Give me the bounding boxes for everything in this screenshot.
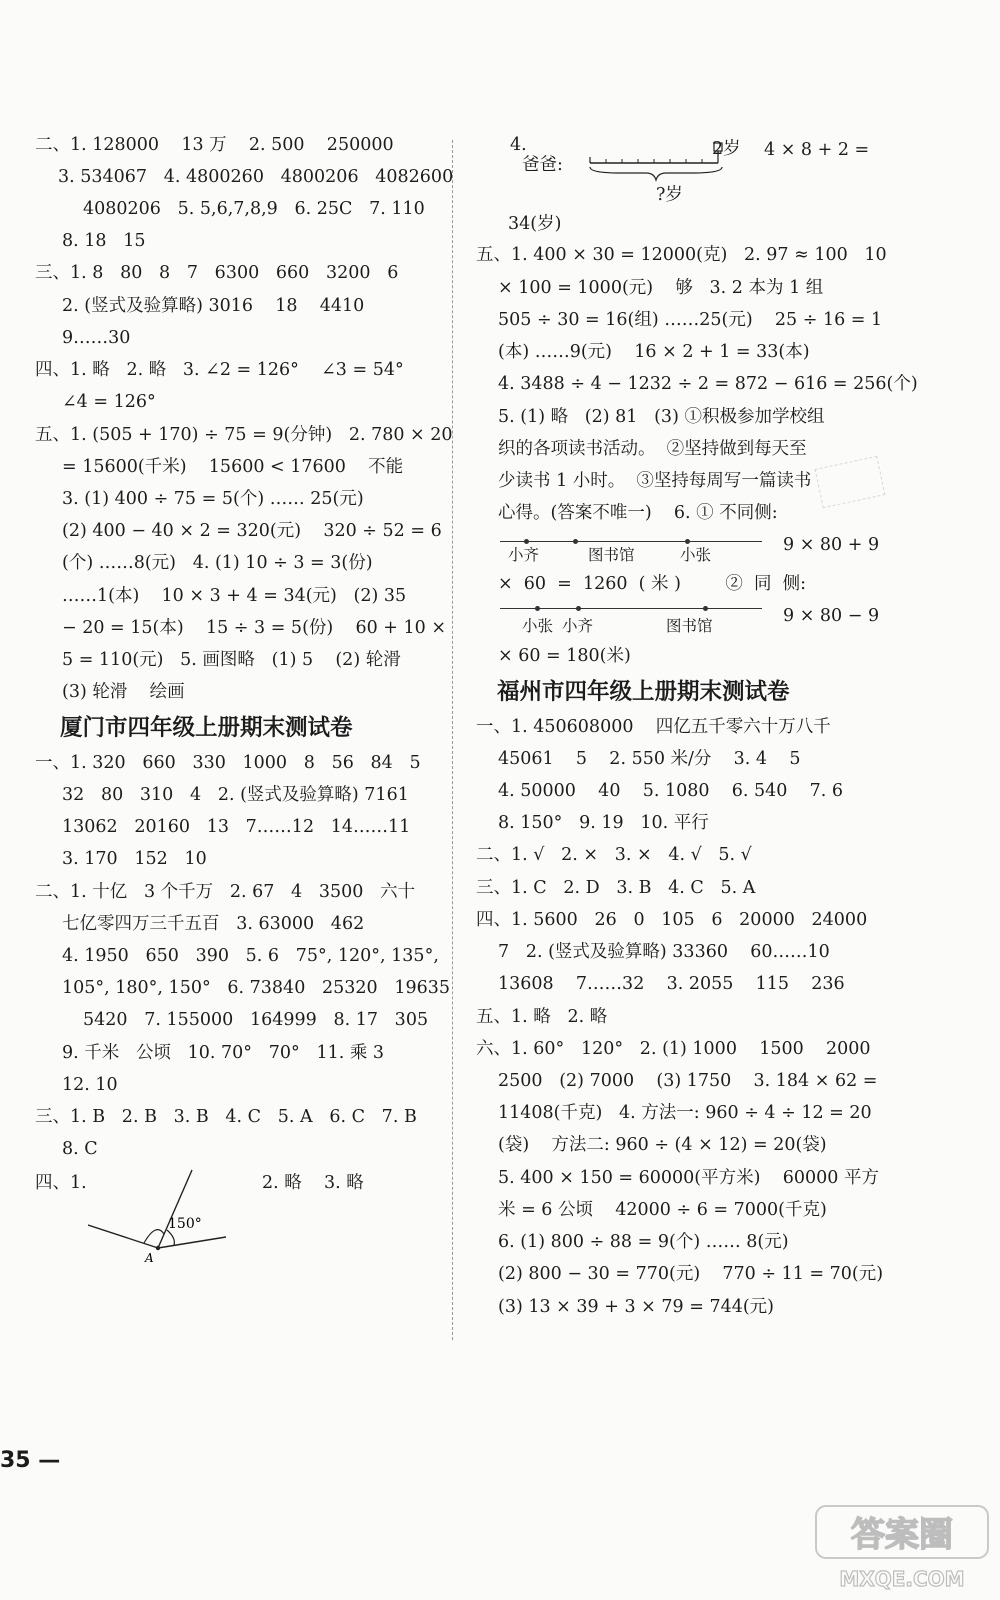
answer-line: 三、1. C 2. D 3. B 4. C 5. A	[476, 878, 756, 898]
answer-line: 三、1. 8 80 8 7 6300 660 3200 6	[35, 263, 399, 283]
answer-line: × 60 = 1260 ( 米 ) ② 同 侧:	[498, 574, 807, 594]
answer-line: 2500 (2) 7000 (3) 1750 3. 184 × 62 =	[498, 1071, 878, 1091]
answer-line: (本) ……9(元) 16 × 2 + 1 = 33(本)	[498, 342, 810, 362]
answer-line: 45061 5 2. 550 米/分 3. 4 5	[498, 749, 801, 769]
answer-line: 9. 千米 公顷 10. 70° 70° 11. 乘 3	[62, 1043, 385, 1063]
answer-line: (袋) 方法二: 960 ÷ (4 × 12) = 20(袋)	[498, 1135, 827, 1155]
answer-line: 9 × 80 − 9	[783, 606, 880, 626]
answer-line: ∠4 = 126°	[62, 392, 156, 412]
answer-line: 505 ÷ 30 = 16(组) ……25(元) 25 ÷ 16 = 1	[498, 310, 883, 330]
answer-line: 8. 150° 9. 19 10. 平行	[498, 813, 709, 833]
answer-line: ……1(本) 10 × 3 + 4 = 34(元) (2) 35	[62, 586, 407, 606]
number-line	[500, 541, 762, 542]
answer-line: 心得。(答案不唯一) 6. ① 不同侧:	[498, 503, 778, 523]
answer-line: 六、1. 60° 120° 2. (1) 1000 1500 2000	[476, 1039, 871, 1059]
answer-line: 2岁	[712, 139, 741, 159]
answer-line: (2) 800 − 30 = 770(元) 770 ÷ 11 = 70(元)	[498, 1264, 884, 1284]
answer-line: − 20 = 15(本) 15 ÷ 3 = 5(份) 60 + 10 ×	[62, 618, 447, 638]
answer-line: 二、1. 128000 13 万 2. 500 250000	[35, 135, 394, 155]
answer-line: 5. 400 × 150 = 60000(平方米) 60000 平方	[498, 1168, 879, 1188]
answer-line: × 100 = 1000(元) 够 3. 2 本为 1 组	[498, 278, 824, 298]
answer-line: (3) 13 × 39 + 3 × 79 = 744(元)	[498, 1297, 775, 1317]
answer-line: 一、1. 320 660 330 1000 8 56 84 5	[35, 753, 421, 773]
answer-line: 3. 534067 4. 4800260 4800206 4082600	[58, 167, 454, 187]
point-label: 小齐	[562, 617, 594, 635]
answer-line: 6. (1) 800 ÷ 88 = 9(个) …… 8(元)	[498, 1232, 789, 1252]
point-label: 图书馆	[588, 546, 635, 564]
answer-line: 9 × 80 + 9	[783, 535, 880, 555]
vertex-label: A	[145, 1251, 154, 1265]
answer-line: 4 × 8 + 2 =	[764, 140, 870, 160]
xiamen-section-title: 厦门市四年级上册期末测试卷	[60, 715, 353, 741]
answer-line: 五、1. 400 × 30 = 12000(克) 2. 97 ≈ 100 10	[476, 245, 887, 265]
fuzhou-section-title: 福州市四年级上册期末测试卷	[497, 679, 790, 705]
point-marker	[573, 539, 578, 544]
answer-line: 2. (竖式及验算略) 3016 18 4410	[62, 296, 365, 316]
answer-line: 4.	[510, 135, 527, 155]
angle-value-label: 150°	[168, 1216, 202, 1232]
answer-line: 一、1. 450608000 四亿五千零六十万八千	[476, 717, 831, 737]
answer-line: 四、1. 5600 26 0 105 6 20000 24000	[476, 910, 868, 930]
point-label: 小张	[522, 617, 554, 635]
answer-line: 8. C	[62, 1139, 98, 1159]
answer-line: 五、1. 略 2. 略	[476, 1007, 608, 1027]
answer-line: 米 = 6 公顷 42000 ÷ 6 = 7000(千克)	[498, 1200, 827, 1220]
answer-line: 4. 3488 ÷ 4 − 1232 ÷ 2 = 872 − 616 = 256(个)	[498, 374, 918, 394]
answer-line: 4. 50000 40 5. 1080 6. 540 7. 6	[498, 781, 844, 801]
answer-line: 五、1. (505 + 170) ÷ 75 = 9(分钟) 2. 780 × 20	[35, 425, 453, 445]
answer-line: 七亿零四万三千五百 3. 63000 462	[62, 914, 365, 934]
answer-line: ?岁	[656, 185, 683, 205]
answer-line: 5420 7. 155000 164999 8. 17 305	[83, 1010, 429, 1030]
answer-line: 三、1. B 2. B 3. B 4. C 5. A 6. C 7. B	[35, 1107, 417, 1127]
answer-line: 3. (1) 400 ÷ 75 = 5(个) …… 25(元)	[62, 489, 364, 509]
answer-line: 爸爸:	[522, 155, 563, 175]
answer-line: 9……30	[62, 328, 131, 348]
answer-line: 8. 18 15	[62, 231, 146, 251]
point-label: 图书馆	[666, 617, 713, 635]
watermark-logo-text: 答案圈	[851, 1515, 953, 1555]
point-marker	[535, 606, 540, 611]
page-number: 35 —	[0, 1448, 61, 1473]
point-marker	[576, 606, 581, 611]
faint-stamp	[815, 456, 886, 508]
site-watermark	[812, 1502, 992, 1594]
answer-line: 34(岁)	[508, 214, 562, 234]
answer-line: 5 = 110(元) 5. 画图略 (1) 5 (2) 轮滑	[62, 650, 401, 670]
column-divider	[452, 140, 453, 1340]
answer-line: 5. (1) 略 (2) 81 (3) ①积极参加学校组	[498, 407, 825, 427]
answer-line: 13608 7……32 3. 2055 115 236	[498, 974, 845, 994]
answer-line: 105°, 180°, 150° 6. 73840 25320 19635	[62, 978, 451, 998]
answer-line: (个) ……8(元) 4. (1) 10 ÷ 3 = 3(份)	[62, 553, 373, 573]
answer-line: 12. 10	[62, 1075, 118, 1095]
watermark-url-text: MXQE.COM	[839, 1567, 965, 1591]
answer-line: 二、1. √ 2. × 3. × 4. √ 5. √	[476, 845, 752, 865]
point-label: 小齐	[508, 546, 540, 564]
answer-line: 4080206 5. 5,6,7,8,9 6. 25C 7. 110	[83, 199, 425, 219]
answer-line: 2. 略 3. 略	[262, 1173, 364, 1193]
answer-line: 少读书 1 小时。 ③坚持每周写一篇读书	[498, 471, 812, 491]
answer-line: 四、1.	[35, 1173, 87, 1193]
answer-line: 32 80 310 4 2. (竖式及验算略) 7161	[62, 785, 409, 805]
answer-line: 四、1. 略 2. 略 3. ∠2 = 126° ∠3 = 54°	[35, 360, 404, 380]
answer-line: 4. 1950 650 390 5. 6 75°, 120°, 135°,	[62, 946, 439, 966]
answer-line: 13062 20160 13 7……12 14……11	[62, 817, 411, 837]
answer-line: 7 2. (竖式及验算略) 33360 60……10	[498, 942, 830, 962]
angle-diagram	[88, 1160, 238, 1270]
answer-line: = 15600(千米) 15600 < 17600 不能	[62, 457, 404, 477]
answer-line: 11408(千克) 4. 方法一: 960 ÷ 4 ÷ 12 = 20	[498, 1103, 872, 1123]
point-label: 小张	[680, 546, 712, 564]
answer-line: 二、1. 十亿 3 个千万 2. 67 4 3500 六十	[35, 882, 416, 902]
point-marker	[703, 606, 708, 611]
answer-line: 3. 170 152 10	[62, 849, 207, 869]
answer-line: × 60 = 180(米)	[498, 646, 631, 666]
answer-line: (3) 轮滑 绘画	[62, 682, 185, 702]
answer-line: (2) 400 − 40 × 2 = 320(元) 320 ÷ 52 = 6	[62, 521, 442, 541]
answer-line: 织的各项读书活动。 ②坚持做到每天至	[498, 439, 807, 459]
